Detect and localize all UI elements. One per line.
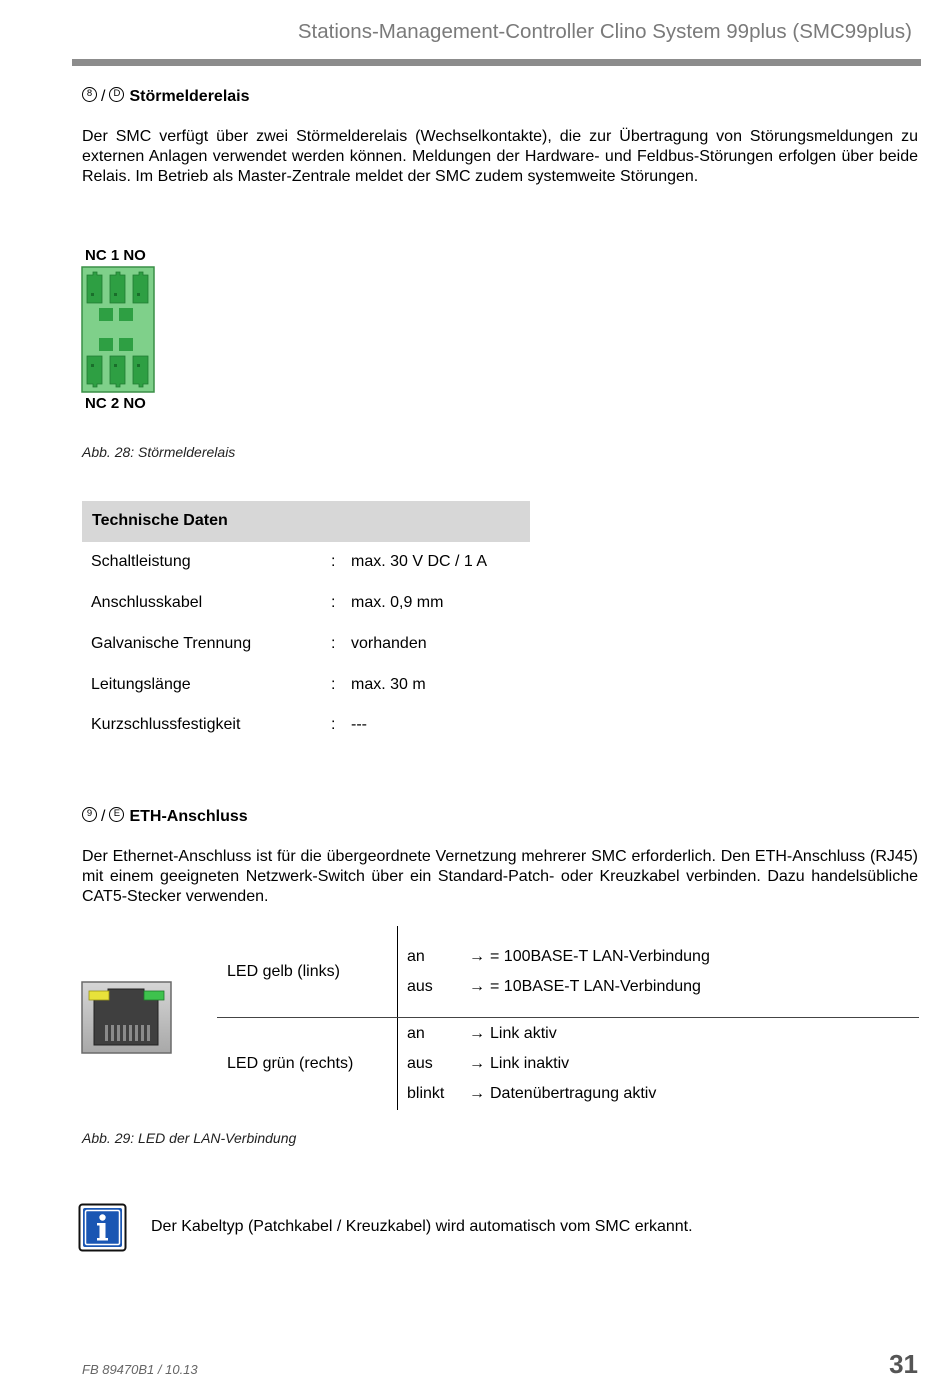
tech-data-value: ---	[351, 716, 367, 733]
led-state-desc: → Datenübertragung aktiv	[469, 1085, 657, 1102]
arrow-right-icon: →	[469, 1085, 485, 1102]
led-group-label-green: LED grün (rechts)	[227, 1055, 354, 1072]
tech-data-label: Galvanische Trennung	[91, 635, 252, 652]
tech-data-value: max. 0,9 mm	[351, 594, 444, 611]
led-group-label-yellow: LED gelb (links)	[227, 963, 340, 980]
section-body: Der SMC verfügt über zwei Störmelderelais (Wechselkontakte), die zur Übertragung von Störungsmeldungen zu externen Anlagen verwendet werden können. Meldungen der Hardware- und Feldbus-Störungen erfolgen über beide Relais. Im Betrieb als Master-Zentrale meldet der SMC zudem systemweite Störungen.	[82, 128, 918, 185]
section-title: Störmelderelais	[129, 88, 250, 105]
arrow-right-icon: →	[469, 978, 485, 995]
led-table-vertical-rule	[397, 926, 398, 1110]
page-header-title: Stations-Management-Controller Clino System 99plus (SMC99plus)	[297, 20, 912, 43]
info-note-text: Der Kabeltyp (Patchkabel / Kreuzkabel) wird automatisch vom SMC erkannt.	[151, 1218, 693, 1235]
heading-slash: /	[101, 88, 106, 105]
section-heading-eth-anschluss	[82, 808, 248, 826]
rj45-jack-icon	[81, 981, 172, 1054]
circled-number-9: 9	[82, 807, 97, 822]
tech-data-separator: :	[331, 676, 336, 693]
footer-document-id: FB 89470B1 / 10.13	[82, 1362, 198, 1377]
tech-data-separator: :	[331, 594, 336, 611]
led-state-desc: → = 100BASE-T LAN-Verbindung	[469, 948, 710, 965]
tech-data-row	[91, 594, 531, 616]
tech-data-label: Schaltleistung	[91, 553, 191, 570]
tech-data-label: Kurzschlussfestigkeit	[91, 716, 241, 733]
arrow-right-icon: →	[469, 1055, 485, 1072]
heading-slash: /	[101, 808, 106, 825]
tech-data-separator: :	[331, 635, 336, 652]
tech-data-row	[91, 716, 531, 738]
section-title: ETH-Anschluss	[129, 808, 248, 825]
led-table-horizontal-rule	[217, 1017, 919, 1018]
circled-number-8: 8	[82, 87, 97, 102]
tech-data-row	[91, 553, 531, 575]
page-number: 31	[889, 1349, 918, 1379]
tech-data-label: Leitungslänge	[91, 676, 191, 693]
arrow-right-icon: →	[469, 948, 485, 965]
led-state: aus	[407, 1055, 433, 1072]
led-state-desc: → Link aktiv	[469, 1025, 557, 1042]
led-state: aus	[407, 978, 433, 995]
led-state-desc: → Link inaktiv	[469, 1055, 570, 1072]
connector-label-bottom: NC 2 NO	[85, 395, 146, 412]
led-state-desc: → = 10BASE-T LAN-Verbindung	[469, 978, 701, 995]
tech-data-value: max. 30 V DC / 1 A	[351, 553, 488, 570]
tech-data-value: vorhanden	[351, 635, 427, 652]
tech-data-row	[91, 676, 531, 698]
circled-letter-e: E	[109, 807, 124, 822]
tech-data-title: Technische Daten	[92, 512, 228, 529]
led-state: blinkt	[407, 1085, 445, 1102]
led-state: an	[407, 948, 425, 965]
tech-data-separator: :	[331, 553, 336, 570]
arrow-right-icon: →	[469, 1025, 485, 1042]
header-rule	[72, 59, 921, 66]
figure-caption-28: Abb. 28: Störmelderelais	[82, 444, 236, 460]
figure-caption-29: Abb. 29: LED der LAN-Verbindung	[82, 1130, 297, 1146]
tech-data-separator: :	[331, 716, 336, 733]
circled-letter-d: D	[109, 87, 124, 102]
relay-terminal-block-figure	[81, 266, 155, 393]
connector-label-top: NC 1 NO	[85, 247, 146, 264]
section-heading-stoermelderelais	[82, 88, 250, 106]
section-body: Der Ethernet-Anschluss ist für die übergeordnete Vernetzung mehrerer SMC erforderlich. Den ETH-Anschluss (RJ45) mit einem geeigneten Netzwerk-Switch über ein Standard-Patch- oder Kreuzkabel verbinden. Dazu handelsübliche CAT5-Stecker verwenden.	[82, 848, 918, 905]
tech-data-row	[91, 635, 531, 657]
tech-data-header	[82, 501, 530, 542]
tech-data-label: Anschlusskabel	[91, 594, 203, 611]
info-icon	[78, 1203, 127, 1252]
tech-data-value: max. 30 m	[351, 676, 426, 693]
led-state: an	[407, 1025, 425, 1042]
